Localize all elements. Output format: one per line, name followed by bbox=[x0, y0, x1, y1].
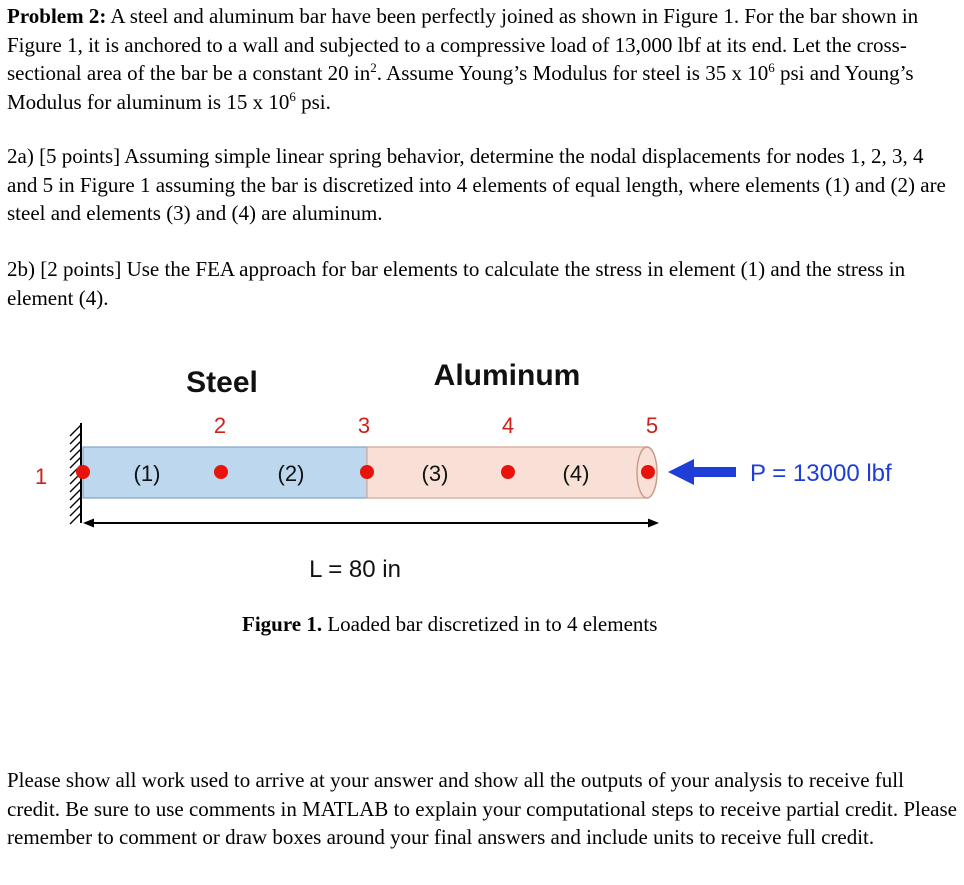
element-label-3: (3) bbox=[421, 461, 449, 486]
aluminum-label: Aluminum bbox=[433, 359, 581, 392]
problem-text-a: A steel and aluminum bar have been perfectly joined as shown in Figure 1. For the bar shown in Figure 1, it is anchored to a wall and subjected to a compressive load of 13,000 lbf at its end. Let the cross-sectional area of the bar be a constant 20 in bbox=[7, 4, 919, 85]
node-dot-4 bbox=[501, 465, 515, 479]
problem-statement bbox=[7, 2, 957, 116]
node-dot-5 bbox=[641, 465, 655, 479]
aluminum-exponent: 6 bbox=[289, 88, 296, 104]
node-dot-2 bbox=[214, 465, 228, 479]
length-label: L = 80 in bbox=[309, 556, 401, 583]
node-label-4: 4 bbox=[501, 413, 515, 438]
problem-label: Problem 2: bbox=[7, 4, 107, 28]
problem-text-b: . Assume Young’s Modulus for steel is 35 x 10 bbox=[376, 61, 769, 85]
node-label-3: 3 bbox=[357, 413, 371, 438]
problem-text-c: psi and Young’s Modulus for aluminum is 15 x 10 bbox=[7, 61, 914, 114]
steel-label: Steel bbox=[186, 366, 258, 399]
node-label-1: 1 bbox=[34, 464, 48, 489]
node-label-2: 2 bbox=[213, 413, 227, 438]
part-2b: 2b) [2 points] Use the FEA approach for bar elements to calculate the stress in element (1) and the stress in element (4). bbox=[7, 257, 906, 310]
steel-exponent: 6 bbox=[768, 60, 775, 75]
caption-label: Figure 1. bbox=[242, 612, 323, 636]
area-superscript: 2 bbox=[370, 60, 377, 75]
caption-text: Loaded bar discretized in to 4 elements bbox=[322, 612, 658, 636]
node-dot-1 bbox=[76, 465, 90, 479]
problem-text-d: psi. bbox=[295, 89, 331, 114]
part-2a: 2a) [5 points] Assuming simple linear spring behavior, determine the nodal displacements for nodes 1, 2, 3, 4 and 5 in Figure 1 assuming the bar is discretized into 4 elements of equal length, where elements (1) and (2) are steel and elements (3) and (4) are aluminum. bbox=[7, 144, 946, 225]
node-label-5: 5 bbox=[645, 413, 659, 438]
bar-figure bbox=[0, 340, 964, 610]
instructions: Please show all work used to arrive at your answer and show all the outputs of your analysis to receive full credit. Be sure to use comments in MATLAB to explain your computational steps to receive partial credit. Please remember to comment or draw boxes around your final answers and include units to receive full credit. bbox=[7, 768, 957, 849]
load-arrow bbox=[668, 459, 736, 485]
element-label-2: (2) bbox=[277, 461, 305, 486]
figure-caption bbox=[242, 612, 657, 637]
node-dot-3 bbox=[360, 465, 374, 479]
load-label: P = 13000 lbf bbox=[750, 460, 892, 487]
length-dimension-line bbox=[83, 519, 659, 528]
element-label-4: (4) bbox=[562, 461, 590, 486]
element-label-1: (1) bbox=[133, 461, 161, 486]
